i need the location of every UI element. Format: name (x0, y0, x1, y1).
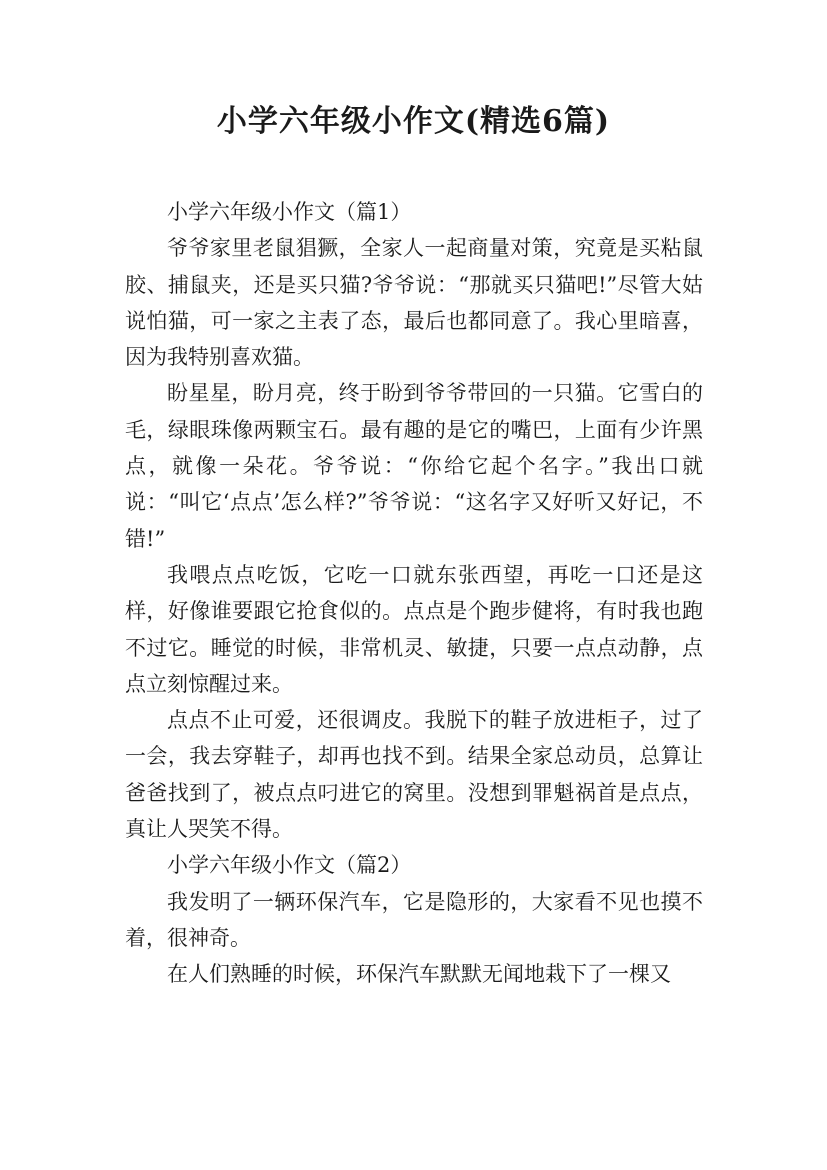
body-paragraph: 我发明了一辆环保汽车，它是隐形的，大家看不见也摸不着，很神奇。 (125, 889, 703, 950)
document-body (125, 194, 703, 993)
body-paragraph: 我喂点点吃饭，它吃一口就东张西望，再吃一口还是这样，好像谁要跟它抢食似的。点点是个跑步健将，有时我也跑不过它。睡觉的时候，非常机灵、敏捷，只要一点点动静，点点立刻惊醒过来。 (125, 562, 703, 696)
section-heading-1: 小学六年级小作文（篇1） (167, 200, 412, 224)
document-title: 小学六年级小作文(精选6篇) (216, 104, 611, 139)
section-heading-2: 小学六年级小作文（篇2） (167, 853, 412, 878)
body-paragraph: 爷爷家里老鼠猖獗，全家人一起商量对策，究竟是买粘鼠胶、捕鼠夹，还是买只猫?爷爷说：“那就买只猫吧!”尽管大姑说怕猫，可一家之主表了态，最后也都同意了。我心里暗喜，因为我特别喜欢猫。 (125, 236, 703, 370)
body-paragraph: 点点不止可爱，还很调皮。我脱下的鞋子放进柜子，过了一会，我去穿鞋子，却再也找不到。结果全家总动员，总算让爸爸找到了，被点点叼进它的窝里。没想到罪魁祸首是点点，真让人哭笑不得。 (125, 708, 703, 842)
body-paragraph: 盼星星，盼月亮，终于盼到爷爷带回的一只猫。它雪白的毛，绿眼珠像两颗宝石。最有趣的是它的嘴巴，上面有少许黑点，就像一朵花。爷爷说：“你给它起个名字。”我出口就说：“叫它‘点点’怎么样?”爷爷说：“这名字又好听又好记，不错!” (125, 381, 703, 551)
body-paragraph: 在人们熟睡的时候，环保汽车默默无闻地栽下了一棵又 (167, 962, 671, 987)
